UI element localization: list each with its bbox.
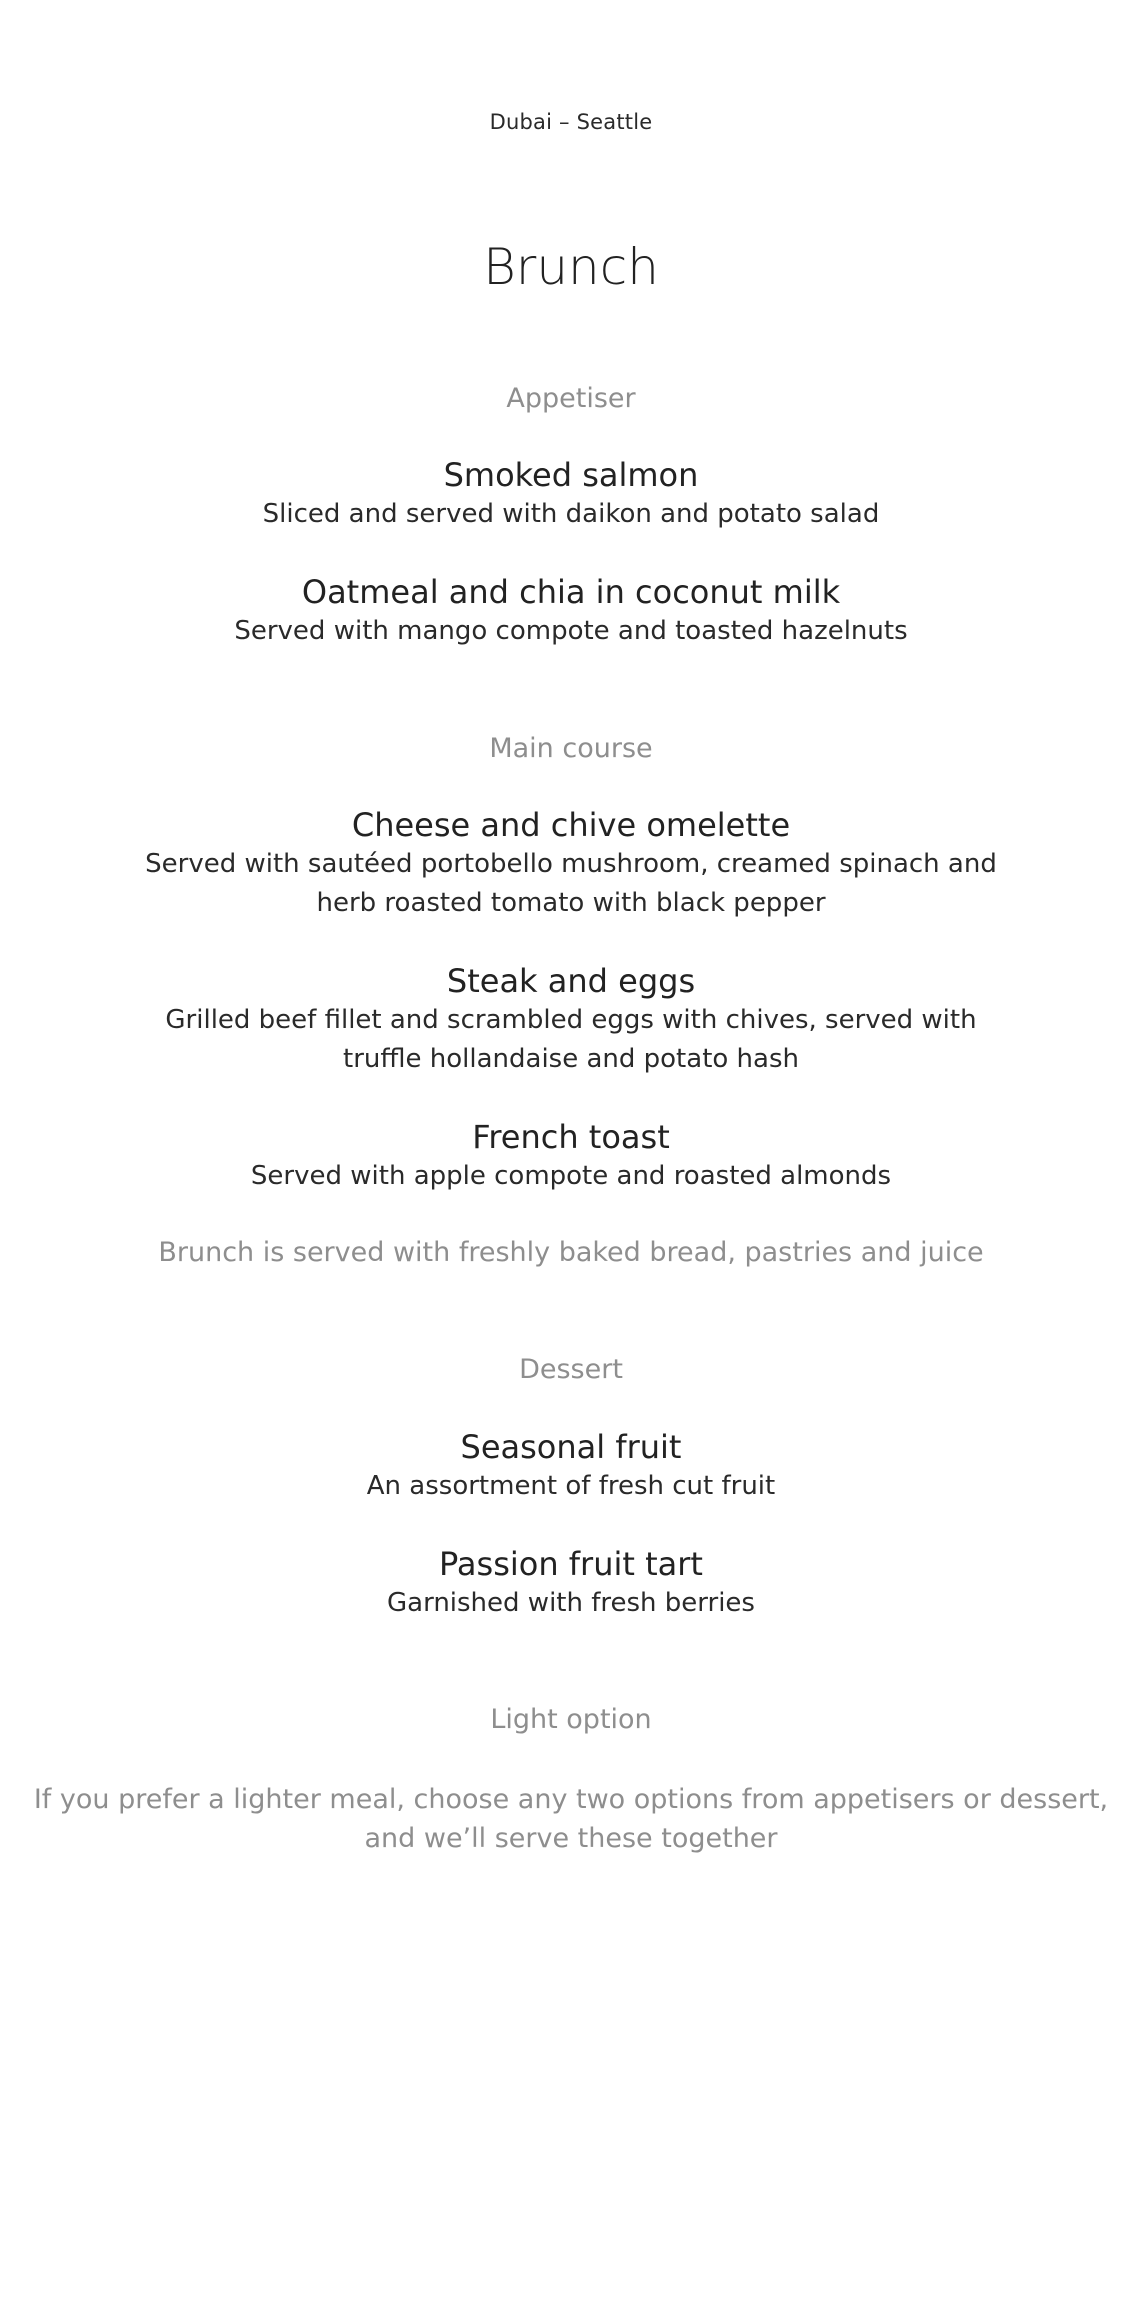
dish-french-toast — [0, 1117, 1142, 1196]
dish-oatmeal-chia — [0, 572, 1142, 651]
section-heading-main-course: Main course — [489, 733, 653, 764]
dish-name: French toast — [472, 1118, 670, 1156]
dish-description-line-2: herb roasted tomato with black pepper — [316, 888, 826, 918]
dish-name: Steak and eggs — [446, 962, 696, 1000]
dish-description-line-2: truffle hollandaise and potato hash — [343, 1044, 799, 1074]
dish-description: Served with mango compote and toasted hazelnuts — [234, 616, 908, 646]
section-heading-appetiser: Appetiser — [506, 383, 636, 414]
dish-seasonal-fruit — [0, 1427, 1142, 1506]
dish-name: Oatmeal and chia in coconut milk — [301, 573, 841, 611]
brunch-served-note: Brunch is served with freshly baked bread, pastries and juice — [158, 1237, 984, 1268]
dish-smoked-salmon — [0, 455, 1142, 534]
flight-route: Dubai – Seattle — [489, 110, 653, 134]
dish-description: Garnished with fresh berries — [387, 1588, 755, 1618]
light-option-note-line-1: If you prefer a lighter meal, choose any two options from appetisers or dessert, — [33, 1784, 1109, 1815]
dish-passion-fruit-tart — [0, 1544, 1142, 1623]
dish-cheese-chive-omelette — [0, 805, 1142, 923]
dish-name: Passion fruit tart — [439, 1545, 703, 1583]
dish-steak-and-eggs — [0, 961, 1142, 1079]
section-heading-light-option: Light option — [490, 1704, 652, 1735]
dish-description: Sliced and served with daikon and potato salad — [262, 499, 880, 529]
light-option-note — [0, 1780, 1142, 1858]
dish-name: Cheese and chive omelette — [351, 806, 791, 844]
dish-description-line-1: Served with sautéed portobello mushroom, creamed spinach and — [145, 849, 997, 879]
section-heading-dessert: Dessert — [519, 1354, 623, 1385]
dish-description-line-1: Grilled beef fillet and scrambled eggs with chives, served with — [165, 1005, 977, 1035]
dish-name: Seasonal fruit — [460, 1428, 682, 1466]
dish-name: Smoked salmon — [443, 456, 699, 494]
menu-title: Brunch — [483, 238, 659, 296]
dish-description: Served with apple compote and roasted almonds — [250, 1161, 892, 1191]
light-option-note-line-2: and we’ll serve these together — [364, 1823, 778, 1854]
dish-description: An assortment of fresh cut fruit — [366, 1471, 776, 1501]
